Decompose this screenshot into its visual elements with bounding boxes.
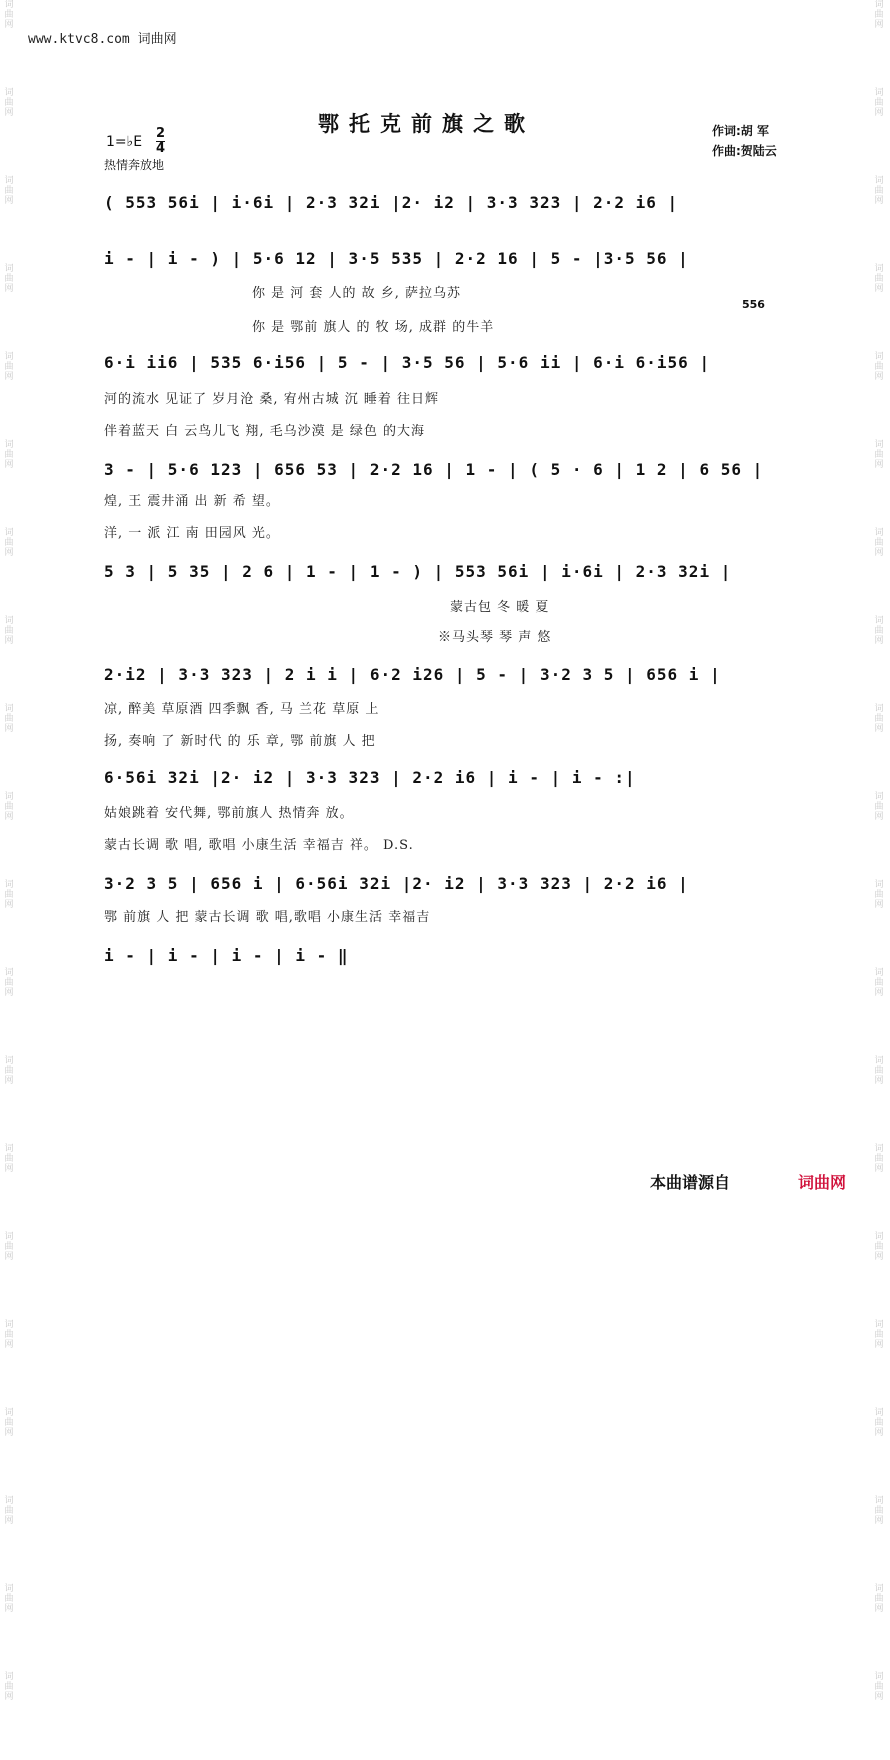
watermark-glyph: 词 bbox=[4, 616, 14, 626]
watermark-gap bbox=[2, 558, 16, 588]
score-row-6: 2·i2 | 3·3 323 | 2 i i | 6·2 i26 | 5 - | 3·2 3 5 | 656 i | bbox=[104, 665, 721, 684]
watermark-glyph: 词 bbox=[874, 1584, 884, 1594]
watermark-glyph: 网 bbox=[4, 196, 14, 206]
song-title: 鄂托克前旗之歌 bbox=[318, 111, 535, 136]
lyric-row-3-verse-2: 伴着蓝天 白 云鸟儿飞 翔, 毛乌沙漠 是 绿色 的大海 bbox=[104, 424, 426, 439]
watermark-glyph: 词 bbox=[874, 880, 884, 890]
watermark-glyph: 词 bbox=[4, 704, 14, 714]
watermark-gap bbox=[872, 294, 886, 324]
watermark-glyph: 词 bbox=[4, 1408, 14, 1418]
watermark-gap bbox=[872, 30, 886, 60]
watermark-gap bbox=[2, 206, 16, 236]
watermark-glyph: 词 bbox=[874, 1144, 884, 1154]
watermark-glyph: 曲 bbox=[874, 978, 884, 988]
watermark-glyph: 词 bbox=[4, 0, 14, 10]
watermark-gap bbox=[872, 1614, 886, 1644]
watermark-glyph: 网 bbox=[874, 812, 884, 822]
score-row-2: i - | i - ) | 5·6 12 | 3·5 535 | 2·2 16 | 5 - |3·5 56 | bbox=[104, 249, 689, 268]
lyric-row-4-verse-2: 洋, 一 派 江 南 田园风 光。 bbox=[104, 526, 280, 541]
watermark-gap bbox=[2, 1262, 16, 1292]
watermark-glyph: 词 bbox=[4, 440, 14, 450]
watermark-gap bbox=[2, 1086, 16, 1116]
watermark-gap bbox=[872, 382, 886, 412]
watermark-glyph: 曲 bbox=[4, 1330, 14, 1340]
watermark-glyph: 网 bbox=[874, 724, 884, 734]
watermark-glyph: 网 bbox=[4, 988, 14, 998]
watermark-glyph: 曲 bbox=[874, 1594, 884, 1604]
watermark-glyph: 曲 bbox=[4, 274, 14, 284]
watermark-glyph: 网 bbox=[4, 1340, 14, 1350]
watermark-glyph: 网 bbox=[874, 372, 884, 382]
watermark-gap bbox=[872, 558, 886, 588]
lyric-row-6-verse-2: 扬, 奏响 了 新时代 的 乐 章, 鄂 前旗 人 把 bbox=[104, 734, 376, 749]
watermark-glyph: 词 bbox=[874, 1320, 884, 1330]
watermark-glyph: 词 bbox=[4, 1672, 14, 1682]
watermark-glyph: 曲 bbox=[4, 538, 14, 548]
watermark-glyph: 网 bbox=[4, 1692, 14, 1702]
watermark-gap bbox=[2, 646, 16, 676]
lyric-row-7-verse-2: 蒙古长调 歌 唱, 歌唱 小康生活 幸福吉 祥。 D.S. bbox=[104, 838, 414, 853]
watermark-gap bbox=[2, 1526, 16, 1556]
ornament-notes: 556 bbox=[742, 298, 765, 311]
watermark-glyph: 曲 bbox=[4, 186, 14, 196]
watermark-glyph: 词 bbox=[4, 1144, 14, 1154]
watermark-gap bbox=[872, 734, 886, 764]
watermark-glyph: 网 bbox=[4, 548, 14, 558]
watermark-glyph: 曲 bbox=[4, 1418, 14, 1428]
source-label: 本曲谱源自 bbox=[650, 1173, 731, 1192]
watermark-glyph: 曲 bbox=[874, 890, 884, 900]
watermark-glyph: 曲 bbox=[874, 1330, 884, 1340]
watermark-glyph: 曲 bbox=[874, 714, 884, 724]
watermark-gap bbox=[2, 1174, 16, 1204]
watermark-glyph: 曲 bbox=[4, 978, 14, 988]
lyric-row-6-verse-1: 凉, 醉美 草原酒 四季飘 香, 马 兰花 草原 上 bbox=[104, 702, 380, 717]
watermark-gap bbox=[872, 998, 886, 1028]
watermark-gap bbox=[2, 1702, 16, 1732]
watermark-glyph: 曲 bbox=[874, 802, 884, 812]
watermark-glyph: 网 bbox=[4, 372, 14, 382]
watermark-glyph: 网 bbox=[874, 900, 884, 910]
watermark-glyph: 曲 bbox=[874, 538, 884, 548]
time-signature bbox=[156, 128, 165, 155]
lyric-row-7-verse-1: 姑娘跳着 安代舞, 鄂前旗人 热情奔 放。 bbox=[104, 806, 354, 821]
watermark-glyph: 词 bbox=[874, 440, 884, 450]
watermark-gap bbox=[872, 1438, 886, 1468]
watermark-glyph: 词 bbox=[874, 1056, 884, 1066]
watermark-glyph: 网 bbox=[874, 1164, 884, 1174]
watermark-glyph: 网 bbox=[874, 1692, 884, 1702]
time-signature-top: 2 bbox=[156, 126, 166, 141]
watermark-glyph: 词 bbox=[874, 1232, 884, 1242]
watermark-glyph: 网 bbox=[874, 1340, 884, 1350]
watermark-glyph: 曲 bbox=[874, 626, 884, 636]
watermark-glyph: 曲 bbox=[874, 274, 884, 284]
watermark-gap bbox=[872, 822, 886, 852]
watermark-gap bbox=[2, 1350, 16, 1380]
watermark-glyph: 词 bbox=[874, 704, 884, 714]
watermark-gap bbox=[872, 910, 886, 940]
watermark-gap bbox=[872, 1702, 886, 1732]
watermark-glyph: 网 bbox=[874, 20, 884, 30]
watermark-gap bbox=[2, 118, 16, 148]
watermark-glyph: 词 bbox=[4, 1584, 14, 1594]
watermark-glyph: 曲 bbox=[4, 1682, 14, 1692]
watermark-glyph: 网 bbox=[874, 1516, 884, 1526]
watermark-glyph: 网 bbox=[874, 108, 884, 118]
watermark-glyph: 曲 bbox=[4, 1066, 14, 1076]
lyric-row-5-verse-1: 蒙古包 冬 暖 夏 bbox=[450, 600, 550, 615]
watermark-gap bbox=[2, 734, 16, 764]
lyric-row-2-verse-1: 你 是 河 套 人的 故 乡, 萨拉乌苏 bbox=[252, 286, 462, 301]
watermark-gap bbox=[2, 910, 16, 940]
source-name: 词曲网 bbox=[798, 1173, 847, 1192]
watermark-gap bbox=[872, 1262, 886, 1292]
watermark-glyph: 网 bbox=[4, 284, 14, 294]
watermark-glyph: 词 bbox=[874, 88, 884, 98]
watermark-glyph: 词 bbox=[874, 792, 884, 802]
watermark-glyph: 词 bbox=[874, 264, 884, 274]
watermark-glyph: 词 bbox=[4, 264, 14, 274]
watermark-glyph: 词 bbox=[874, 616, 884, 626]
watermark-glyph: 网 bbox=[874, 196, 884, 206]
watermark-glyph: 网 bbox=[4, 1076, 14, 1086]
time-signature-bottom: 4 bbox=[156, 141, 166, 156]
watermark-glyph: 词 bbox=[4, 176, 14, 186]
watermark-glyph: 网 bbox=[874, 636, 884, 646]
watermark-glyph: 词 bbox=[4, 880, 14, 890]
watermark-glyph: 曲 bbox=[4, 450, 14, 460]
watermark-glyph: 曲 bbox=[874, 362, 884, 372]
watermark-glyph: 词 bbox=[874, 528, 884, 538]
score-row-3: 6·i ii6 | 535 6·i56 | 5 - | 3·5 56 | 5·6 ii | 6·i 6·i56 | bbox=[104, 353, 711, 372]
watermark-gap bbox=[2, 1614, 16, 1644]
lyric-row-8-verse-1: 鄂 前旗 人 把 蒙古长调 歌 唱,歌唱 小康生活 幸福吉 bbox=[104, 910, 431, 925]
tempo-marking: 热情奔放地 bbox=[104, 158, 165, 172]
watermark-gap bbox=[872, 118, 886, 148]
watermark-glyph: 网 bbox=[874, 284, 884, 294]
watermark-glyph: 曲 bbox=[4, 890, 14, 900]
watermark-glyph: 曲 bbox=[874, 1506, 884, 1516]
watermark-glyph: 网 bbox=[874, 1428, 884, 1438]
watermark-glyph: 曲 bbox=[874, 1066, 884, 1076]
watermark-glyph: 曲 bbox=[4, 802, 14, 812]
watermark-gap bbox=[872, 206, 886, 236]
score-row-4: 3 - | 5·6 123 | 656 53 | 2·2 16 | 1 - | ( 5 · 6 | 1 2 | 6 56 | bbox=[104, 460, 764, 479]
watermark-glyph: 网 bbox=[4, 460, 14, 470]
score-row-7: 6·56i 32i |2· i2 | 3·3 323 | 2·2 i6 | i - | i - :| bbox=[104, 768, 636, 787]
lyric-row-2-verse-2: 你 是 鄂前 旗人 的 牧 场, 成群 的牛羊 bbox=[252, 320, 495, 335]
watermark-gap bbox=[872, 470, 886, 500]
watermark-glyph: 曲 bbox=[874, 1154, 884, 1164]
watermark-glyph: 曲 bbox=[874, 1418, 884, 1428]
watermark-glyph: 词 bbox=[4, 352, 14, 362]
watermark-gap bbox=[872, 646, 886, 676]
watermark-glyph: 网 bbox=[874, 460, 884, 470]
watermark-glyph: 网 bbox=[874, 548, 884, 558]
watermark-gap bbox=[872, 1086, 886, 1116]
watermark-glyph: 曲 bbox=[4, 10, 14, 20]
watermark-glyph: 网 bbox=[4, 20, 14, 30]
watermark-glyph: 曲 bbox=[4, 98, 14, 108]
watermark-glyph: 词 bbox=[4, 528, 14, 538]
watermark-glyph: 词 bbox=[874, 352, 884, 362]
watermark-glyph: 词 bbox=[4, 1320, 14, 1330]
watermark-glyph: 曲 bbox=[4, 714, 14, 724]
watermark-glyph: 词 bbox=[4, 1056, 14, 1066]
score-row-9: i - | i - | i - | i - ‖ bbox=[104, 946, 349, 965]
watermark-gap bbox=[872, 1174, 886, 1204]
right-watermark-column bbox=[872, 0, 886, 1760]
lyric-row-4-verse-1: 煌, 王 震井涌 出 新 希 望。 bbox=[104, 494, 280, 509]
watermark-glyph: 网 bbox=[4, 1252, 14, 1262]
watermark-glyph: 曲 bbox=[874, 186, 884, 196]
site-url: www.ktvc8.com 词曲网 bbox=[28, 32, 177, 47]
composer-credit: 作曲:贺陆云 bbox=[712, 144, 777, 158]
watermark-glyph: 词 bbox=[874, 1672, 884, 1682]
watermark-gap bbox=[2, 30, 16, 60]
watermark-glyph: 网 bbox=[4, 812, 14, 822]
watermark-gap bbox=[2, 382, 16, 412]
watermark-glyph: 网 bbox=[4, 724, 14, 734]
watermark-gap bbox=[2, 470, 16, 500]
watermark-glyph: 词 bbox=[874, 0, 884, 10]
score-row-8: 3·2 3 5 | 656 i | 6·56i 32i |2· i2 | 3·3 323 | 2·2 i6 | bbox=[104, 874, 689, 893]
watermark-glyph: 网 bbox=[874, 1076, 884, 1086]
watermark-glyph: 网 bbox=[4, 1428, 14, 1438]
watermark-glyph: 网 bbox=[874, 1604, 884, 1614]
watermark-glyph: 曲 bbox=[4, 626, 14, 636]
watermark-glyph: 网 bbox=[4, 1164, 14, 1174]
lyric-row-3-verse-1: 河的流水 见证了 岁月沧 桑, 宥州古城 沉 睡着 往日辉 bbox=[104, 392, 440, 407]
watermark-glyph: 网 bbox=[874, 988, 884, 998]
watermark-glyph: 词 bbox=[4, 968, 14, 978]
watermark-glyph: 网 bbox=[4, 108, 14, 118]
score-row-1: ( 553 56i | i·6i | 2·3 32i |2· i2 | 3·3 323 | 2·2 i6 | bbox=[104, 193, 679, 212]
watermark-glyph: 曲 bbox=[4, 1154, 14, 1164]
key-signature: 1=♭E bbox=[106, 134, 143, 150]
watermark-glyph: 曲 bbox=[4, 362, 14, 372]
watermark-glyph: 曲 bbox=[874, 10, 884, 20]
watermark-glyph: 曲 bbox=[4, 1594, 14, 1604]
watermark-glyph: 网 bbox=[4, 1604, 14, 1614]
watermark-glyph: 词 bbox=[874, 968, 884, 978]
lyric-row-5-verse-2: ※马头琴 琴 声 悠 bbox=[438, 630, 552, 645]
watermark-glyph: 词 bbox=[874, 1496, 884, 1506]
watermark-glyph: 网 bbox=[874, 1252, 884, 1262]
watermark-glyph: 词 bbox=[4, 1232, 14, 1242]
watermark-gap bbox=[2, 822, 16, 852]
watermark-glyph: 网 bbox=[4, 900, 14, 910]
watermark-gap bbox=[872, 1350, 886, 1380]
watermark-glyph: 曲 bbox=[874, 1242, 884, 1252]
watermark-gap bbox=[2, 998, 16, 1028]
watermark-glyph: 曲 bbox=[4, 1506, 14, 1516]
lyricist-credit: 作词:胡 军 bbox=[712, 124, 769, 138]
watermark-glyph: 词 bbox=[874, 176, 884, 186]
watermark-glyph: 词 bbox=[4, 792, 14, 802]
score-row-5: 5 3 | 5 35 | 2 6 | 1 - | 1 - ) | 553 56i | i·6i | 2·3 32i | bbox=[104, 562, 732, 581]
watermark-glyph: 词 bbox=[4, 88, 14, 98]
watermark-glyph: 曲 bbox=[874, 1682, 884, 1692]
watermark-glyph: 网 bbox=[4, 636, 14, 646]
watermark-glyph: 网 bbox=[4, 1516, 14, 1526]
watermark-gap bbox=[872, 1526, 886, 1556]
watermark-glyph: 词 bbox=[4, 1496, 14, 1506]
watermark-glyph: 曲 bbox=[4, 1242, 14, 1252]
watermark-gap bbox=[2, 1438, 16, 1468]
watermark-gap bbox=[2, 294, 16, 324]
watermark-glyph: 曲 bbox=[874, 450, 884, 460]
watermark-glyph: 词 bbox=[874, 1408, 884, 1418]
left-watermark-column bbox=[2, 0, 16, 1760]
watermark-glyph: 曲 bbox=[874, 98, 884, 108]
